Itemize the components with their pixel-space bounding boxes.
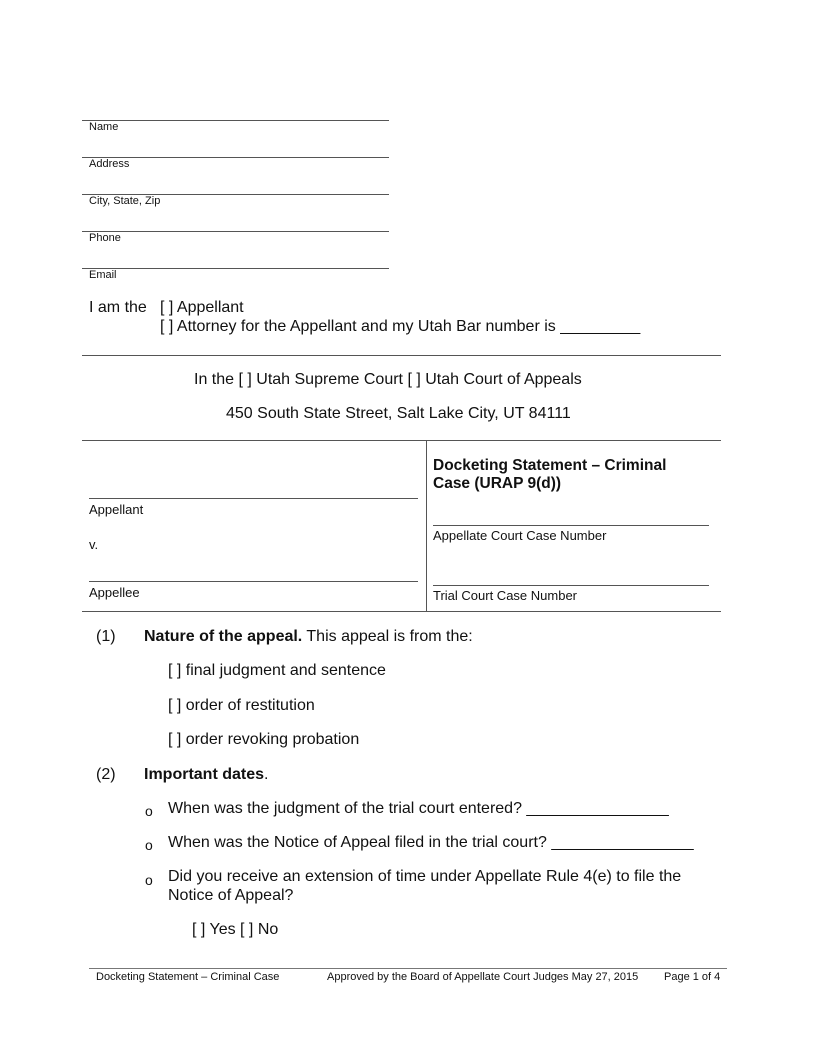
section1-number: (1): [96, 628, 116, 645]
section1-heading-row: [144, 628, 473, 646]
caption-divider: [426, 440, 427, 611]
phone-label: Phone: [89, 232, 121, 244]
address-label: Address: [89, 158, 130, 170]
extension-answer[interactable]: [ ] Yes [ ] No: [192, 921, 279, 938]
caption-top-rule: [82, 440, 721, 441]
footer-left: Docketing Statement – Criminal Case: [96, 971, 280, 983]
appellant-line: [89, 498, 418, 499]
role-intro: I am the: [89, 299, 147, 316]
section1-text: This appeal is from the:: [302, 628, 473, 645]
court-address: 450 South State Street, Salt Lake City, UT 84111: [226, 405, 571, 422]
name-label: Name: [89, 121, 119, 133]
bullet-icon: o: [145, 872, 153, 888]
trial-case-line[interactable]: [433, 585, 709, 586]
footer-rule: [89, 968, 727, 969]
phone-line: [82, 231, 389, 232]
email-line: [82, 268, 389, 269]
appellate-case-line[interactable]: [433, 525, 709, 526]
appellate-case-label: Appellate Court Case Number: [433, 528, 607, 543]
appellee-line: [89, 581, 418, 582]
name-line: [82, 120, 389, 121]
court-selection[interactable]: In the [ ] Utah Supreme Court [ ] Utah Court of Appeals: [194, 371, 582, 388]
section2-heading-row: [144, 766, 268, 784]
question-judgment-date[interactable]: When was the judgment of the trial court entered? ________________: [168, 800, 669, 817]
section2-number: (2): [96, 766, 116, 783]
bullet-icon: o: [145, 837, 153, 853]
versus-text: v.: [89, 537, 99, 552]
role-appellant-checkbox[interactable]: [ ] Appellant: [160, 299, 244, 316]
appellee-label: Appellee: [89, 585, 140, 600]
option-restitution[interactable]: [ ] order of restitution: [168, 697, 315, 714]
section2-heading: Important dates: [144, 766, 265, 783]
option-final-judgment[interactable]: [ ] final judgment and sentence: [168, 662, 386, 679]
trial-case-label: Trial Court Case Number: [433, 588, 578, 603]
footer-center: Approved by the Board of Appellate Court Judges May 27, 2015: [327, 971, 639, 983]
doc-title-line1: Docketing Statement – Criminal: [433, 457, 667, 474]
role-attorney-checkbox[interactable]: [ ] Attorney for the Appellant and my Utah Bar number is _________: [160, 318, 641, 335]
question-extension-line1: Did you receive an extension of time under Appellate Rule 4(e) to file the: [168, 868, 682, 885]
question-extension-line2: Notice of Appeal?: [168, 887, 294, 904]
city-state-zip-label: City, State, Zip: [89, 195, 161, 207]
bullet-icon: o: [145, 803, 153, 819]
appellant-label: Appellant: [89, 502, 144, 517]
question-notice-date[interactable]: When was the Notice of Appeal filed in the trial court? ________________: [168, 834, 694, 851]
option-revoking-probation[interactable]: [ ] order revoking probation: [168, 731, 360, 748]
doc-title-line2: Case (URAP 9(d)): [433, 475, 562, 492]
court-top-rule: [82, 355, 721, 356]
email-label: Email: [89, 269, 117, 281]
caption-bottom-rule: [82, 611, 721, 612]
section1-heading: Nature of the appeal.: [144, 628, 303, 645]
footer-page-number: Page 1 of 4: [664, 971, 721, 983]
section2-period: .: [264, 766, 269, 783]
